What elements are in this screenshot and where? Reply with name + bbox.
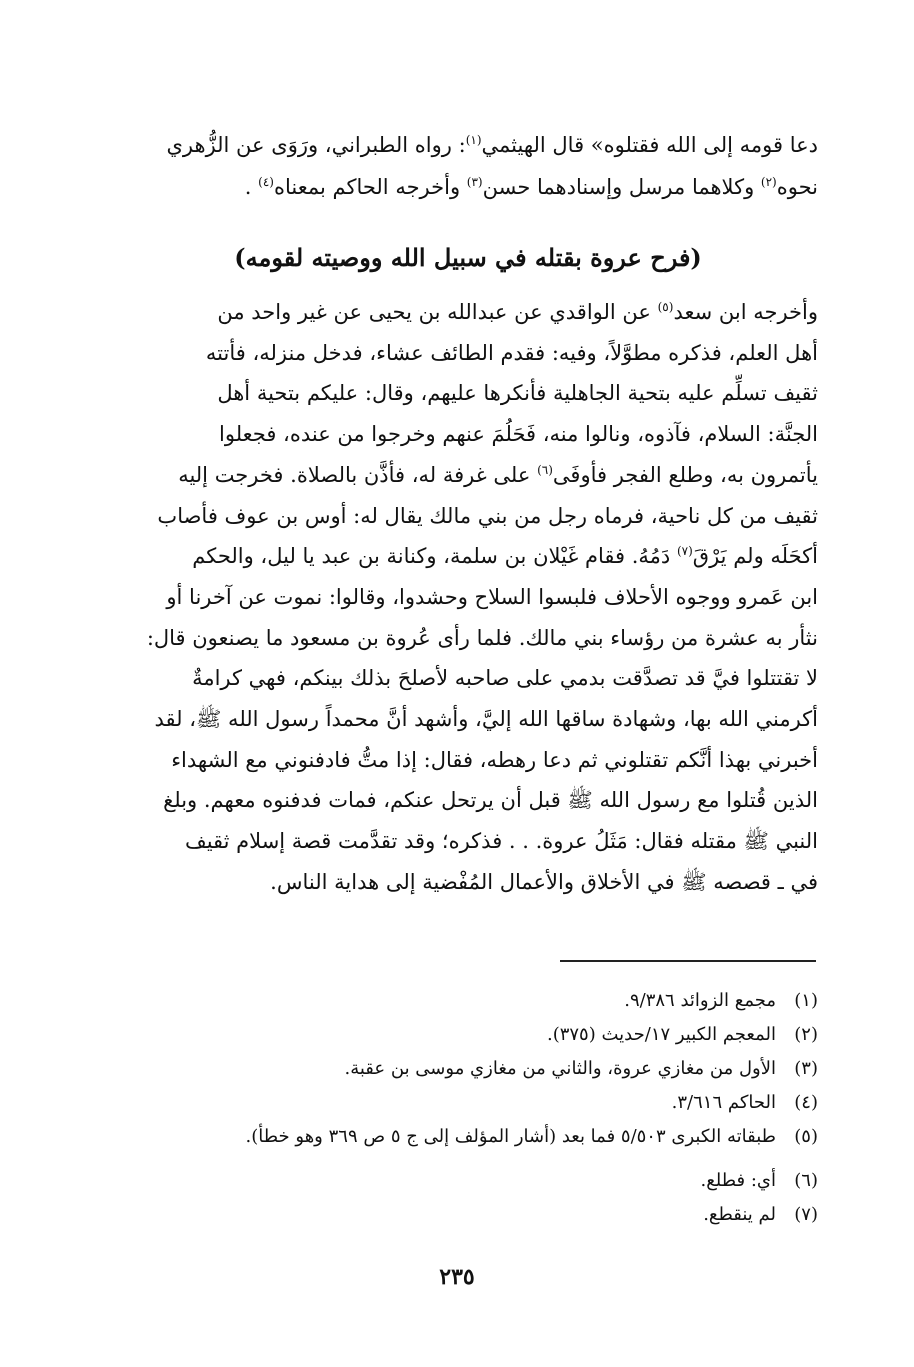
footnote-number: (٣) bbox=[794, 1058, 818, 1079]
body-line-7: أكحَلَه ولم يَرْقَ$^{(٧)}$ دَمُهُ. فقام غَيْلان بن سلمة، وكنانة بن عبد يا ليل، والحكم bbox=[192, 544, 818, 569]
footnote-text: مجمع الزوائد ٩/٣٨٦. bbox=[624, 990, 776, 1011]
footnote-6 bbox=[118, 1164, 818, 1198]
footnote-3 bbox=[118, 1052, 818, 1086]
footnote-ref-6[interactable]: (٦) bbox=[537, 462, 553, 477]
body-paragraph bbox=[118, 292, 818, 903]
footnote-2 bbox=[118, 1018, 818, 1052]
footnote-text: المعجم الكبير ١٧/حديث (٣٧٥). bbox=[546, 1024, 776, 1045]
footnote-1 bbox=[118, 984, 818, 1018]
body-line-3: ثقيف تسلِّم عليه بتحية الجاهلية فأنكرها عليهم، وقال: عليكم بتحية أهل bbox=[217, 381, 818, 406]
footnote-text: لم ينقطع. bbox=[703, 1204, 776, 1225]
footnote-number: (٧) bbox=[794, 1204, 818, 1225]
footnote-ref-3[interactable]: (٣) bbox=[466, 175, 483, 189]
intro-paragraph bbox=[118, 124, 818, 208]
footnote-number: (٢) bbox=[794, 1024, 818, 1045]
footnote-ref-1[interactable]: (١) bbox=[465, 133, 482, 147]
footnote-separator bbox=[560, 960, 816, 962]
footnote-5 bbox=[118, 1120, 818, 1154]
body-line-1: وأخرجه ابن سعد$^{(٥)}$ عن الواقدي عن عبدالله بن يحيى عن غير واحد من bbox=[217, 300, 818, 324]
footnote-text: طبقاته الكبرى ٥/٥٠٣ فما بعد (أشار المؤلف إلى ج ٥ ص ٣٦٩ وهو خطأ). bbox=[245, 1126, 776, 1147]
footnote-number: (٥) bbox=[794, 1126, 818, 1147]
intro-line-2: نحوه$^{(٢)}$ وكلاهما مرسل وإسنادهما حسن$^{(٣)}$ وأخرجه الحاكم بمعناه$^{(٤)}$ . bbox=[244, 175, 818, 199]
body-line-15: في ـ قصصه ﷺ في الأخلاق والأعمال المُفْضية إلى هداية الناس. bbox=[270, 869, 818, 894]
body-line-6: ثقيف من كل ناحية، فرماه رجل من بني مالك يقال له: أوس بن عوف فأصاب bbox=[157, 503, 818, 528]
page-number: ٢٣٥ bbox=[439, 1264, 475, 1290]
body-line-14: النبي ﷺ مقتله فقال: مَثَلُ عروة. . . فذكره؛ وقد تقدَّمت قصة إسلام ثقيف bbox=[184, 829, 818, 854]
body-line-12: أخبرني بهذا أنَّكم تقتلوني ثم دعا رهطه، فقال: إذا متُّ فادفنوني مع الشهداء bbox=[171, 747, 818, 772]
footnote-ref-2[interactable]: (٢) bbox=[760, 175, 777, 189]
footnote-4 bbox=[118, 1086, 818, 1120]
body-line-11: أكرمني الله بها، وشهادة ساقها الله إليَّ، وأشهد أنَّ محمداً رسول الله ﷺ، لقد bbox=[154, 707, 818, 732]
footnote-number: (٤) bbox=[794, 1092, 818, 1113]
intro-line-1: دعا قومه إلى الله فقتلوه» قال الهيثمي$^{(١)}$: رواه الطبراني، ورَوَى عن الزُّهري bbox=[166, 133, 818, 157]
body-line-8: ابن عَمرو ووجوه الأحلاف فلبسوا السلاح وحشدوا، وقالوا: نموت عن آخرنا أو bbox=[166, 584, 818, 609]
body-line-13: الذين قُتلوا مع رسول الله ﷺ قبل أن يرتحل عنكم، فمات فدفنوه معهم. وبلغ bbox=[163, 788, 818, 813]
body-line-4: الجنَّة: السلام، فآذوه، ونالوا منه، فَحَلُمَ عنهم وخرجوا من عنده، فجعلوا bbox=[219, 422, 818, 447]
section-heading: (فرح عروة بقتله في سبيل الله ووصيته لقومه) bbox=[234, 243, 702, 272]
footnote-7 bbox=[118, 1198, 818, 1232]
body-line-5: يأتمرون به، وطلع الفجر فأوفَى$^{(٦)}$ على غرفة له، فأذَّن بالصلاة. فخرجت إليه bbox=[178, 462, 818, 487]
footnote-ref-4[interactable]: (٤) bbox=[258, 175, 274, 189]
body-line-2: أهل العلم، فذكره مطوَّلاً، وفيه: فقدم الطائف عشاء، فدخل منزله، فأتته bbox=[205, 340, 818, 365]
footnote-ref-7[interactable]: (٧) bbox=[676, 544, 693, 559]
footnotes bbox=[118, 984, 818, 1232]
footnote-number: (١) bbox=[794, 990, 818, 1011]
footnote-text: الأول من مغازي عروة، والثاني من مغازي موسى بن عقبة. bbox=[344, 1058, 776, 1079]
footnote-number: (٦) bbox=[794, 1170, 818, 1191]
body-line-10: لا تقتتلوا فيَّ قد تصدَّقت بدمي على صاحبه لأصلحَ بذلك بينكم، فهي كرامةٌ bbox=[192, 666, 818, 691]
footnote-ref-5[interactable]: (٥) bbox=[657, 300, 674, 314]
body-line-9: نثأر به عشرة من رؤساء بني مالك. فلما رأى عُروة بن مسعود ما يصنعون قال: bbox=[146, 625, 818, 650]
footnote-text: أي: فطلع. bbox=[700, 1170, 776, 1191]
footnote-text: الحاكم ٣/٦١٦. bbox=[671, 1092, 776, 1113]
